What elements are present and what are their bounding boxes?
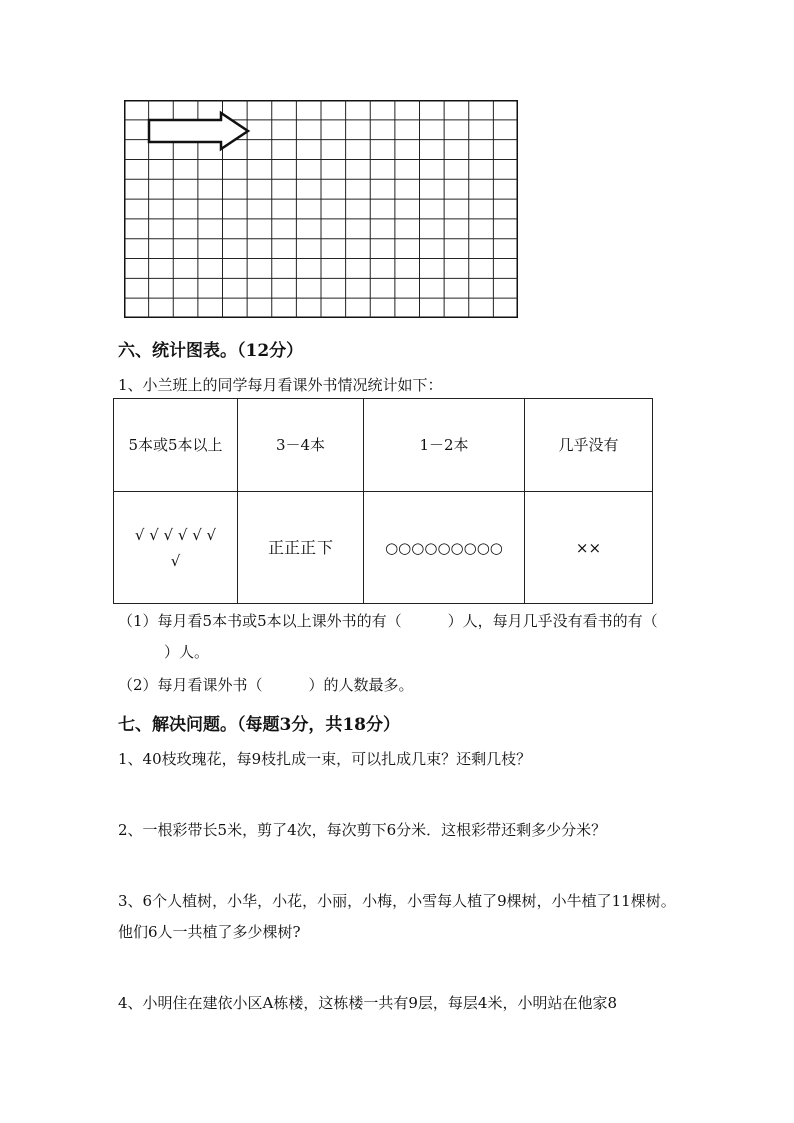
question-2-part-a: （2）每月看课外书（ bbox=[118, 676, 263, 694]
grid-svg bbox=[124, 100, 518, 318]
question-1-part-b: ）人，每月几乎没有看书的有（ bbox=[447, 612, 658, 630]
checkmarks-cell bbox=[114, 492, 238, 604]
header-cell-none: 几乎没有 bbox=[525, 399, 653, 492]
question-1 bbox=[118, 606, 678, 668]
crosses-cell: ×× bbox=[525, 492, 653, 604]
question-2-part-b: ）的人数最多。 bbox=[308, 676, 414, 694]
table-marks-row bbox=[114, 492, 653, 604]
section-six-heading: 六、统计图表。（12分） bbox=[118, 341, 304, 361]
question-2 bbox=[118, 674, 414, 695]
checkmarks-line-2: √ bbox=[170, 551, 181, 570]
problem-1: 1、40枝玫瑰花，每9枝扎成一束，可以扎成几束？还剩几枝？ bbox=[118, 750, 532, 768]
header-cell-3-4: 3－4本 bbox=[238, 399, 364, 492]
header-cell-1-2: 1－2本 bbox=[364, 399, 525, 492]
problem-2: 2、一根彩带长5米，剪了4次，每次剪下6分米．这根彩带还剩多少分米？ bbox=[118, 821, 607, 839]
tally-marks bbox=[268, 535, 333, 561]
problem-4: 4、小明住在建依小区A栋楼，这栋楼一共有9层，每层4米，小明站在他家8 bbox=[118, 994, 618, 1012]
checkmarks-line-1: √ √ √ √ √ √ bbox=[134, 525, 217, 544]
statistics-table bbox=[113, 398, 653, 604]
table-header-row bbox=[114, 399, 653, 492]
drawing-grid bbox=[124, 100, 518, 318]
tally-cell bbox=[238, 492, 364, 604]
question-1-part-a: （1）每月看5本书或5本以上课外书的有（ bbox=[118, 612, 402, 630]
header-cell-5-plus: 5本或5本以上 bbox=[114, 399, 238, 492]
section-six-intro: 1、小兰班上的同学每月看课外书情况统计如下： bbox=[118, 376, 443, 394]
tally-full: 正正正 bbox=[267, 537, 316, 557]
tally-partial: 下 bbox=[317, 537, 334, 557]
question-1-part-c: ）人。 bbox=[164, 643, 210, 661]
circles-cell: ○○○○○○○○○ bbox=[364, 492, 525, 604]
section-seven-heading: 七、解决问题。（每题3分，共18分） bbox=[118, 715, 400, 735]
problem-3: 3、6个人植树，小华，小花，小丽，小梅，小雪每人植了9棵树，小牛植了11棵树。他们6人一共植了多少棵树? bbox=[118, 892, 676, 941]
arrow-right-icon bbox=[149, 113, 248, 149]
